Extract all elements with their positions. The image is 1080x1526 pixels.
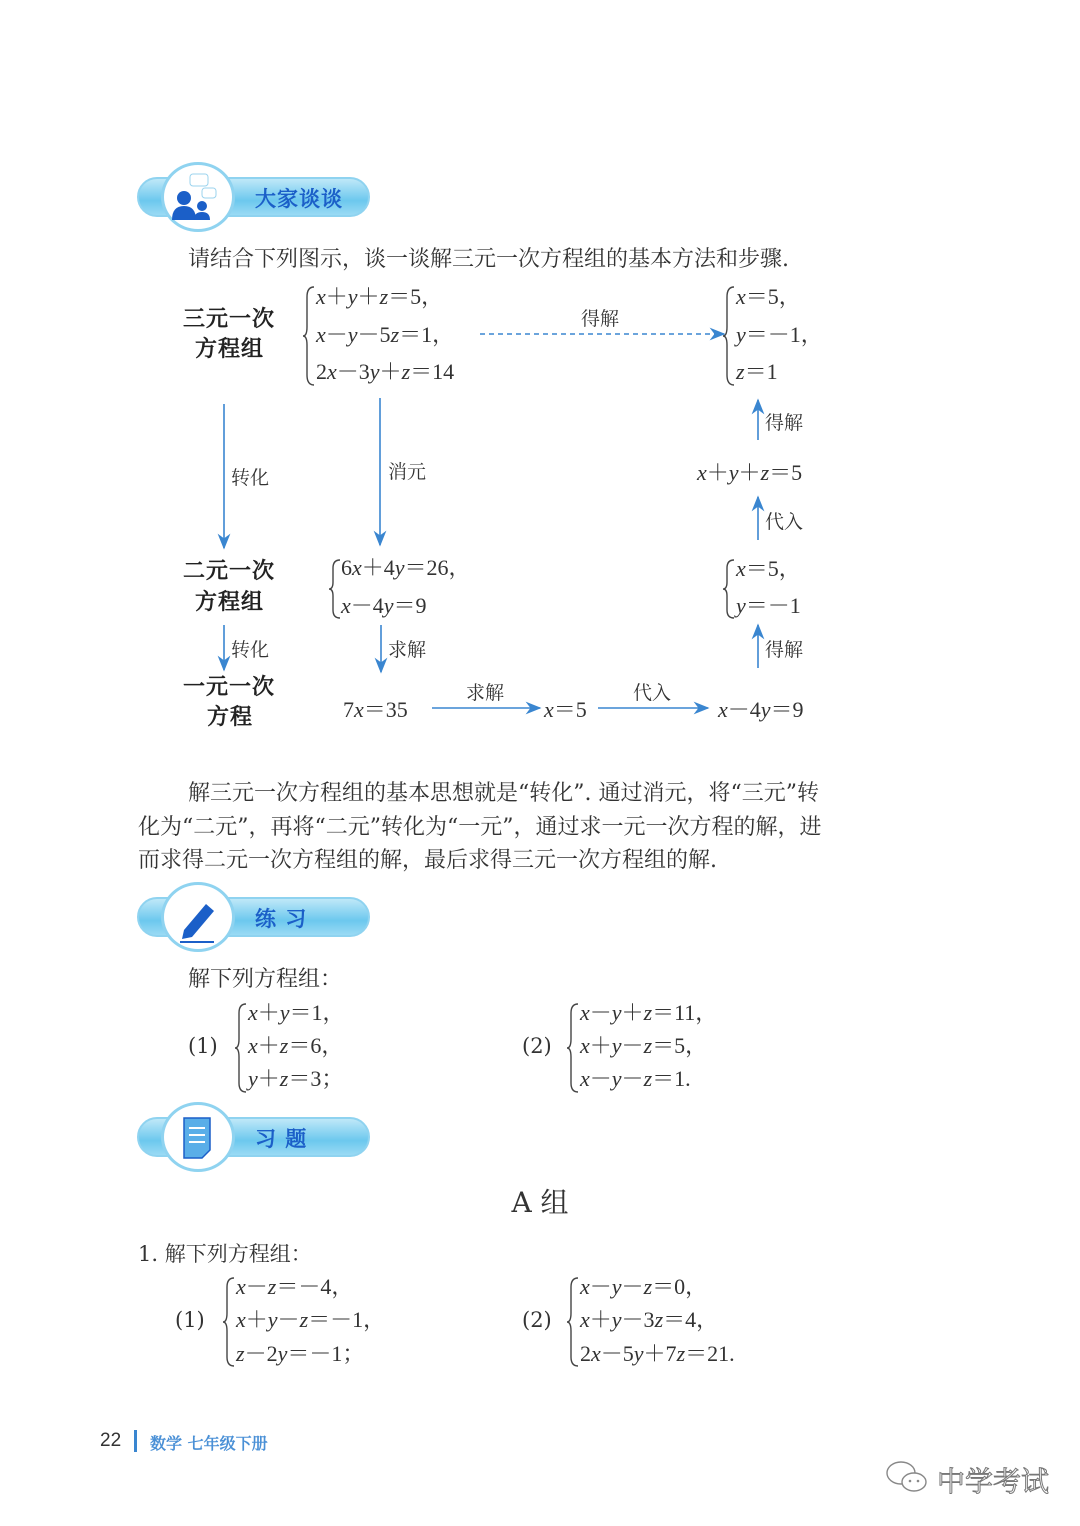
system2-eq: 6x＋4y＝26， xyxy=(341,555,471,580)
back-substitution-eq: x＋y＋z＝5 xyxy=(697,460,803,485)
watermark: 中学考试 xyxy=(937,1465,1050,1498)
level-three-label-1: 三元一次 xyxy=(183,307,276,332)
brace xyxy=(328,558,342,620)
practice-eq: x＋y－z＝5， xyxy=(580,1033,708,1058)
problem-label: (1) xyxy=(188,1034,218,1058)
exercise-eq: x＋y－3z＝4， xyxy=(580,1307,719,1332)
question-1: 1. 解下列方程组： xyxy=(138,1242,312,1266)
page-number: 22 xyxy=(100,1430,122,1451)
arrow-label: 得解 xyxy=(765,639,804,661)
brace xyxy=(234,1002,248,1094)
paragraph-line: 化为“二元”，再将“二元”转化为“一元”，通过求一元一次方程的解，进 xyxy=(138,814,822,840)
footer-divider xyxy=(134,1430,137,1452)
arrow-label: 得解 xyxy=(581,308,620,330)
arrow-label: 求解 xyxy=(388,639,427,661)
intro-text: 请结合下列图示，谈一谈解三元一次方程组的基本方法和步骤. xyxy=(188,247,789,272)
exercises-title: 习 题 xyxy=(255,1127,308,1151)
notepad-icon xyxy=(170,1112,226,1164)
exercise-eq: x＋y－z＝－1， xyxy=(236,1307,386,1332)
paragraph-line: 解三元一次方程组的基本思想就是“转化”. 通过消元，将“三元”转 xyxy=(188,781,819,806)
brace xyxy=(566,1002,580,1094)
explanation-paragraph xyxy=(138,777,944,878)
exercise-eq: 2x－5y＋7z＝21. xyxy=(580,1341,735,1366)
arrow-label: 代入 xyxy=(633,682,672,704)
system2-eq: x－4y＝9 xyxy=(341,593,427,618)
arrow-label: 代入 xyxy=(765,511,804,533)
level-one-label-2: 方程 xyxy=(207,705,254,730)
practice-banner xyxy=(137,882,372,956)
exercises-banner xyxy=(137,1102,372,1176)
solution3-eq: z＝1 xyxy=(736,359,778,384)
pencil-icon xyxy=(170,892,226,944)
paragraph-line: 而求得二元一次方程组的解，最后求得三元一次方程组的解. xyxy=(138,848,717,873)
arrow-label: 求解 xyxy=(466,682,505,704)
practice-title: 练 习 xyxy=(255,907,308,931)
arrow-label: 得解 xyxy=(765,412,804,434)
exercise-eq: x－z＝－4， xyxy=(236,1274,354,1299)
level-three-label-2: 方程组 xyxy=(195,337,265,362)
level-two-label-1: 二元一次 xyxy=(183,559,276,584)
problem-label: (1) xyxy=(175,1308,205,1332)
exercise-eq: x－y－z＝0， xyxy=(580,1274,708,1299)
exercise-eq: z－2y＝－1； xyxy=(236,1341,365,1366)
arrow-label: 转化 xyxy=(231,639,270,661)
substituted-eq: x－4y＝9 xyxy=(718,697,804,722)
discuss-title: 大家谈谈 xyxy=(255,187,343,211)
arrow-label: 转化 xyxy=(231,467,270,489)
solution2-eq: x＝5， xyxy=(736,556,801,581)
solution3-eq: y＝－1， xyxy=(736,322,823,347)
practice-eq: y＋z＝3； xyxy=(248,1066,344,1091)
level-two-label-2: 方程组 xyxy=(195,590,265,615)
linear-eq: 7x＝35 xyxy=(343,697,408,722)
practice-eq: x－y＋z＝11， xyxy=(580,1000,718,1025)
arrow-label: 消元 xyxy=(388,461,427,483)
practice-prompt: 解下列方程组： xyxy=(188,967,343,992)
x-value: x＝5 xyxy=(544,697,587,722)
practice-eq: x－y－z＝1. xyxy=(580,1066,691,1091)
group-heading: A 组 xyxy=(511,1186,569,1219)
problem-label: (2) xyxy=(522,1308,552,1332)
brace xyxy=(566,1276,580,1368)
book-title: 数学 七年级下册 xyxy=(150,1434,268,1453)
practice-eq: x＋y＝1， xyxy=(248,1000,345,1025)
brace xyxy=(722,558,736,620)
solution2-eq: y＝－1 xyxy=(736,593,801,618)
wechat-icon xyxy=(884,1458,932,1498)
system3-eq: x－y－5z＝1， xyxy=(316,322,455,347)
system3-eq: x＋y＋z＝5， xyxy=(316,284,444,309)
level-one-label-1: 一元一次 xyxy=(183,675,276,700)
practice-eq: x＋z＝6， xyxy=(248,1033,344,1058)
system3-eq: 2x－3y＋z＝14 xyxy=(316,359,455,384)
brace xyxy=(222,1276,236,1368)
diagram-arrows xyxy=(0,0,1080,760)
problem-label: (2) xyxy=(522,1034,552,1058)
solution3-eq: x＝5， xyxy=(736,284,801,309)
